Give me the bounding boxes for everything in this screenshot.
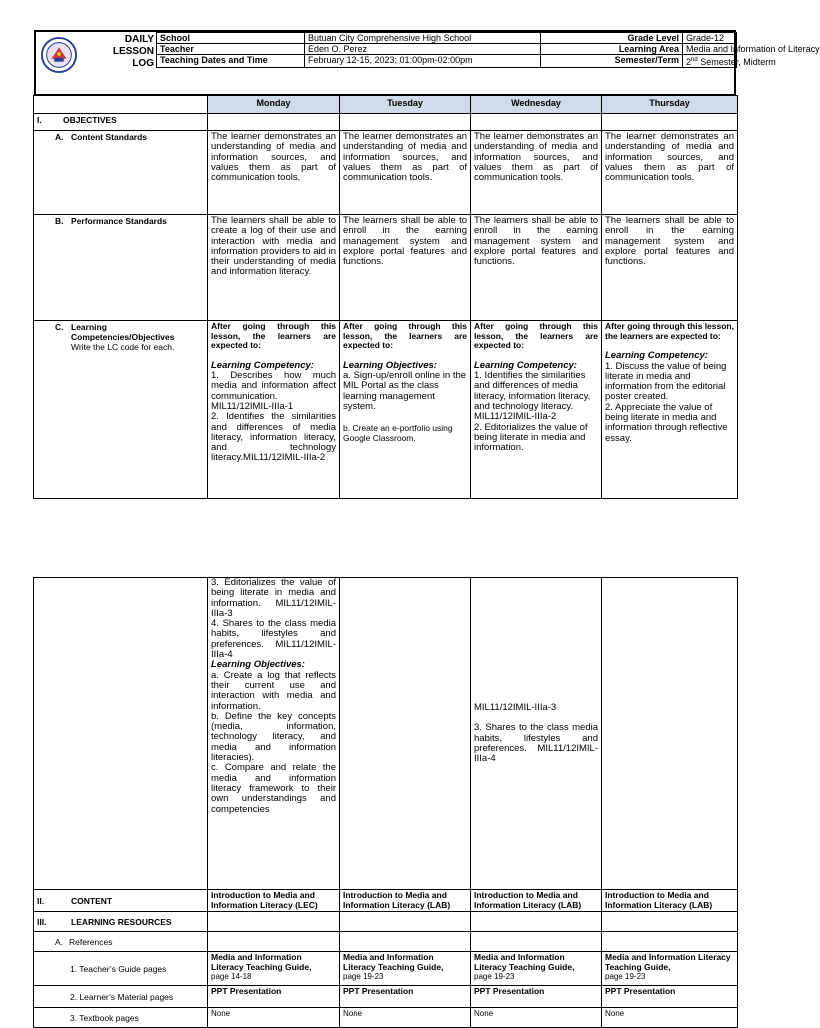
competency-item: 2. Appreciate the value of being literate in media and information through reflective essay. <box>605 401 728 444</box>
blank-header-cell <box>34 96 208 114</box>
header-box <box>34 30 820 96</box>
teacher-label: Teacher <box>157 44 305 55</box>
daily-lesson-log-title <box>92 34 154 70</box>
item-title: Performance Standards <box>71 216 167 226</box>
learning-area-value: Media and Information of Literacy <box>683 44 737 55</box>
textbook-wednesday: None <box>471 1008 602 1028</box>
empty-cell <box>340 114 471 131</box>
item-letter: A. <box>55 936 64 947</box>
deped-seal-icon <box>40 36 78 74</box>
teacher-value: Eden O. Perez <box>305 44 541 55</box>
lc-code-note: Write the LC code for each. <box>71 342 175 352</box>
empty-cell <box>471 912 602 932</box>
textbook-thursday: None <box>602 1008 738 1028</box>
item-letter: A. <box>55 132 64 142</box>
empty-cell <box>340 932 471 952</box>
item-title: Content Standards <box>71 132 148 142</box>
day-tuesday: Tuesday <box>340 96 471 114</box>
content-standard-tuesday: The learner demonstrates an understanding of media and information sources, and values them as part of communication tools. <box>340 131 471 215</box>
semester-suffix: nd <box>691 57 698 63</box>
semester-number: 2 <box>686 57 692 67</box>
content-standard-wednesday: The learner demonstrates an understanding of media and information sources, and values them as part of communication tools. <box>471 131 602 215</box>
school-value: Butuan City Comprehensive High School <box>305 33 541 44</box>
competency-tuesday <box>340 321 471 499</box>
teaching-dates-label: Teaching Dates and Time <box>157 55 305 68</box>
teachers-guide-tuesday <box>340 952 471 986</box>
teachers-guide-wednesday <box>471 952 602 986</box>
performance-standard-wednesday: The learners shall be able to enroll in the earning management system and explore portal features and functions. <box>471 215 602 321</box>
grade-level-value: Grade-12 <box>683 33 737 44</box>
content-standards-label <box>34 131 208 215</box>
references-label <box>34 932 208 952</box>
empty-cell <box>208 114 340 131</box>
teaching-dates-value: February 12-15, 2023; 01:00pm-02:00pm <box>305 55 541 68</box>
competency-item: 2. Editorializes the value of being literate in media and information. <box>474 421 588 454</box>
empty-cell <box>602 932 738 952</box>
item-title: References <box>69 936 113 947</box>
competency-item: 1. Identifies the similarities and differences of media literacy, information literacy, and technology literacy. MIL11/12IMIL-IIIa-2 <box>474 370 591 423</box>
item-title: Learning <box>71 322 107 332</box>
competency-item: 4. Shares to the class media habits, lifestyles and preferences. MIL11/12IMIL-IIIa-4 <box>211 618 336 661</box>
empty-cell <box>602 114 738 131</box>
objectives-heading: Learning Objectives: <box>211 659 305 671</box>
guide-pages: page 19-23 <box>343 972 384 981</box>
section-title: CONTENT <box>71 895 113 906</box>
section-title: LEARNING RESOURCES <box>71 916 172 927</box>
content-thursday: Introduction to Media and Information Literacy (LAB) <box>602 890 738 912</box>
section-number: II. <box>37 895 45 906</box>
intro-text: After going through this lesson, the learners are expected to: <box>343 321 467 350</box>
continued-thursday <box>602 578 738 890</box>
competency-heading: Learning Competency: <box>474 359 577 371</box>
objective-item: c. Compare and relate the media and information literacy framework to their own understandings and competencies <box>211 762 336 815</box>
competency-heading: Learning Competency: <box>211 359 314 371</box>
competency-code: MIL11/12IMIL-IIIa-3 <box>474 701 557 713</box>
guide-title: Media and Information Literacy Teaching Guide, <box>474 952 575 972</box>
section-title: OBJECTIVES <box>63 115 117 125</box>
empty-cell <box>602 912 738 932</box>
performance-standard-tuesday: The learners shall be able to enroll in the earning management system and explore portal features and functions. <box>340 215 471 321</box>
content-label <box>34 890 208 912</box>
empty-label-cell <box>34 578 208 890</box>
objectives-label <box>34 114 208 131</box>
content-standard-monday: The learner demonstrates an understanding of media and information sources, and values them as part of communication tools. <box>208 131 340 215</box>
learning-resources-label <box>34 912 208 932</box>
guide-title: Media and Information Literacy Teaching Guide, <box>343 952 444 972</box>
guide-pages: page 19-23 <box>474 972 515 981</box>
performance-standards-label <box>34 215 208 321</box>
performance-standard-thursday: The learners shall be able to enroll in the earning management system and explore portal features and functions. <box>602 215 738 321</box>
content-tuesday: Introduction to Media and Information Literacy (LAB) <box>340 890 471 912</box>
competency-item: 3. Editorializes the value of being literate in media and information. MIL11/12IMIL-IIIa-3 <box>211 577 336 619</box>
learners-material-monday: PPT Presentation <box>208 986 340 1008</box>
empty-cell <box>471 932 602 952</box>
learning-area-label: Learning Area <box>541 44 683 55</box>
competency-wednesday <box>471 321 602 499</box>
intro-text: After going through this lesson, the learners are expected to: <box>474 321 598 350</box>
dll-line: DAILY <box>124 34 154 45</box>
competencies-label <box>34 321 208 499</box>
empty-cell <box>208 912 340 932</box>
teachers-guide-label: 1. Teacher’s Guide pages <box>34 952 208 986</box>
competency-item: 1. Describes how much media and information affect communication. MIL11/12IMIL-IIIa-1 <box>211 370 336 412</box>
dll-line: LOG <box>132 58 154 69</box>
competency-heading: Learning Competency: <box>605 350 708 362</box>
guide-pages: page 14-18 <box>211 972 252 981</box>
objectives-table <box>33 95 738 499</box>
content-standard-thursday: The learner demonstrates an understanding of media and information sources, and values them as part of communication tools. <box>602 131 738 215</box>
learners-material-wednesday: PPT Presentation <box>471 986 602 1008</box>
empty-cell <box>208 932 340 952</box>
guide-pages: page 19-23 <box>605 972 646 981</box>
semester-term-value <box>683 55 776 68</box>
content-resources-table <box>33 577 738 1028</box>
competency-item: 2. Identifies the similarities and differences of media literacy, information literacy, and technology literacy.MIL11/12IMIL-IIIa-2 <box>211 411 336 464</box>
continued-wednesday <box>471 578 602 890</box>
item-letter: B. <box>55 216 64 226</box>
semester-text: Semester, Midterm <box>697 57 776 67</box>
school-label: School <box>157 33 305 44</box>
continued-monday <box>208 578 340 890</box>
day-monday: Monday <box>208 96 340 114</box>
content-monday: Introduction to Media and Information Literacy (LEC) <box>208 890 340 912</box>
textbook-monday: None <box>208 1008 340 1028</box>
competency-monday <box>208 321 340 499</box>
objective-item: a. Sign-up/enroll online in the MIL Portal as the class learning management system. <box>343 370 467 412</box>
header-info-table <box>156 32 820 68</box>
section-number: I. <box>37 115 42 125</box>
item-title-line2: Competencies/Objectives <box>71 332 175 342</box>
learners-material-thursday: PPT Presentation <box>602 986 738 1008</box>
guide-title: Media and Information Literacy Teaching Guide, <box>211 952 312 972</box>
empty-cell <box>340 912 471 932</box>
objective-item: b. Define the key concepts (media, information, technology literacy, and media and information literacies). <box>211 710 336 764</box>
day-wednesday: Wednesday <box>471 96 602 114</box>
day-thursday: Thursday <box>602 96 738 114</box>
intro-text: After going through this lesson, the learners are expected to: <box>605 321 734 341</box>
competency-item: 3. Shares to the class media habits, lifestyles and preferences. MIL11/12IMIL-IIIa-4 <box>474 722 598 765</box>
learners-material-tuesday: PPT Presentation <box>340 986 471 1008</box>
objectives-heading: Learning Objectives: <box>343 359 437 371</box>
grade-level-label: Grade Level <box>541 33 683 44</box>
competency-thursday <box>602 321 738 499</box>
intro-text: After going through this lesson, the learners are expected to: <box>211 321 336 350</box>
section-number: III. <box>37 916 47 927</box>
dll-line: LESSON <box>112 46 154 57</box>
learners-material-label: 2. Learner’s Material pages <box>34 986 208 1008</box>
textbook-tuesday: None <box>340 1008 471 1028</box>
continued-tuesday <box>340 578 471 890</box>
objective-item: a. Create a log that reflects their current use and interaction with media and information. <box>211 669 336 712</box>
guide-title: Media and Information Literacy Teaching Guide, <box>605 952 731 972</box>
objective-item: b. Create an e-portfolio using Google Classroom. <box>343 422 453 443</box>
competency-item: 1. Discuss the value of being literate in media and information from the editorial poster created. <box>605 360 727 403</box>
performance-standard-monday: The learners shall be able to create a log of their use and interaction with media and information providers to aid in their understanding of media and information literacy. <box>208 215 340 321</box>
empty-cell <box>471 114 602 131</box>
semester-term-label: Semester/Term <box>541 55 683 68</box>
textbook-label: 3. Textbook pages <box>34 1008 208 1028</box>
teachers-guide-monday <box>208 952 340 986</box>
item-letter: C. <box>55 322 64 332</box>
teachers-guide-thursday <box>602 952 738 986</box>
content-wednesday: Introduction to Media and Information Literacy (LAB) <box>471 890 602 912</box>
